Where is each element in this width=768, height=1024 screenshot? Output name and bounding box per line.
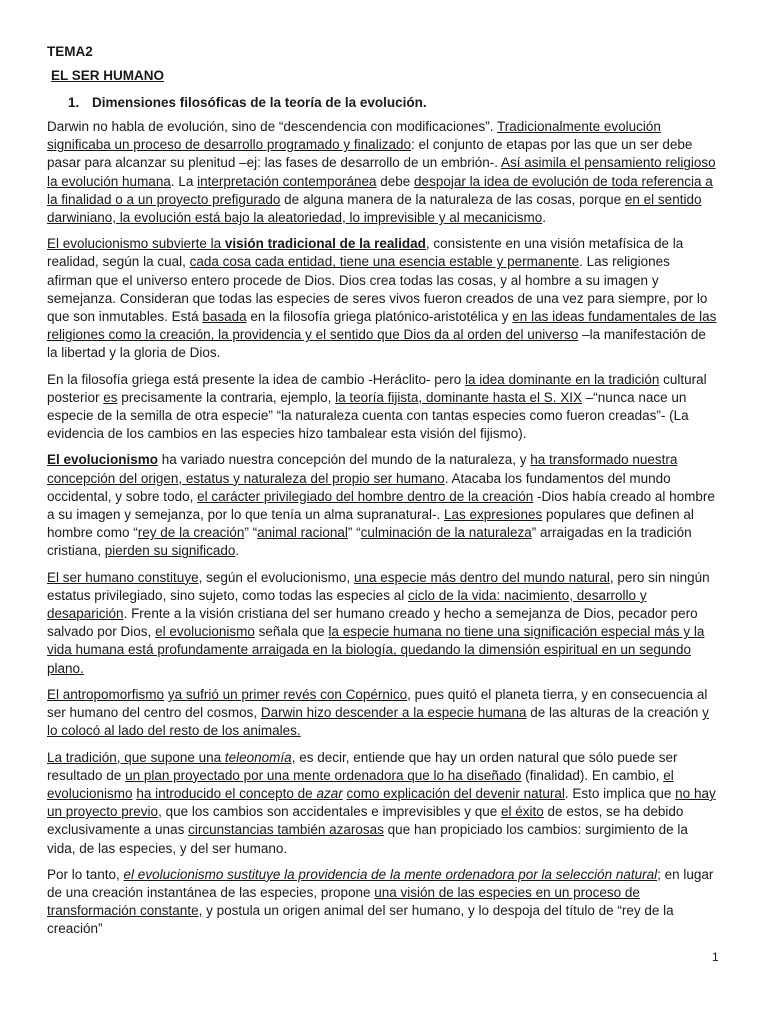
text-run: ha introducido el concepto de xyxy=(136,785,317,801)
text-run: visión tradicional de la realidad xyxy=(224,236,426,252)
text-run: . xyxy=(542,210,547,226)
text-run: El evolucionismo subvierte la xyxy=(47,236,225,252)
text-run: , según el evolucionismo, xyxy=(198,569,354,585)
text-run: en las ideas fundamentales de las religiones como la creación, la providencia y el sentido que Dios da al orden del universo xyxy=(47,309,717,343)
text-run: y postula un origen animal del ser humano, y lo despoja del título de “rey de la creación” xyxy=(47,903,674,937)
text-run: El ser humano constituye xyxy=(47,569,199,585)
text-run: La tradición, que supone una xyxy=(47,749,225,765)
topic-heading: TEMA2 xyxy=(47,44,93,59)
text-run: –la manifestación de la libertad y la gloria de Dios. xyxy=(47,327,706,361)
text-run: de las alturas de la creación xyxy=(526,705,703,721)
text-run: el éxito xyxy=(501,804,544,820)
text-run: En la filosofía griega está presente la idea de cambio -Heráclito- pero xyxy=(47,371,465,387)
paragraph xyxy=(47,118,717,227)
text-run: ciclo de la vida: nacimiento, desarrollo y desaparición xyxy=(47,587,647,622)
text-run: Darwin no habla de evolución, sino de “descendencia con modificaciones”. xyxy=(47,119,498,134)
text-run: la idea dominante en la tradición xyxy=(464,371,660,387)
text-run: ha transformado nuestra concepción del origen, estatus y naturaleza del propio ser humano xyxy=(47,452,678,486)
section-heading xyxy=(68,95,427,110)
text-run: rey de la creación xyxy=(137,525,245,541)
text-run: , consistente en una visión metafísica de la realidad, según la cual, xyxy=(47,236,684,270)
chapter-heading: EL SER HUMANO xyxy=(51,68,165,83)
text-run: –“nunca nace un especie de la semilla de otra especie” “la naturaleza cuenta con tantas especies como fueron creadas”- (La evidencia de los cambios en las especies hizo tambalear esta visión del fijismo). xyxy=(47,389,689,442)
page-number: 1 xyxy=(712,950,719,964)
text-run: . Las religiones afirman que el universo entero procede de Dios. Dios crea todas las cosas, y al hombre a su imagen y semejanza. Consideran que todas las especies de seres vivos fueron creados de una vez para siempre, por lo que son inmutables. Está xyxy=(47,254,708,325)
text-run: en el sentido darwiniano, la evolución está bajo la aleatoriedad, lo imprevisible y al mecanicismo xyxy=(47,191,702,226)
text-run: Darwin hizo descender a la especie humana xyxy=(260,705,527,721)
text-run: Así asimila el pensamiento religioso la evolución humana xyxy=(47,155,716,189)
text-run: teleonomía xyxy=(224,749,292,765)
text-run: Las expresiones xyxy=(443,507,543,523)
text-run: despojar la idea de evolución de toda referencia a la finalidad o a un proyecto prefigurado xyxy=(47,173,713,207)
text-run: , pero sin ningún estatus privilegiado, sino sujeto, como todas las especies al xyxy=(47,569,710,603)
text-run: -Dios había creado al hombre a su imagen y semejanza, por lo que tenía un alma supranatural-. xyxy=(47,488,715,523)
text-run: la especie humana no tiene una significación especial más y la vida humana está profundamente arraigada en la biología, quedando la dimensión espiritual en un segundo plano. xyxy=(47,624,705,676)
text-run: ya sufrió un primer revés con Copérnico xyxy=(167,686,408,702)
text-run: animal racional xyxy=(257,525,348,541)
text-run: de alguna manera de la naturaleza de las cosas, porque xyxy=(280,191,625,207)
text-run: El antropomorfismo xyxy=(47,686,165,702)
paragraph xyxy=(47,569,717,678)
text-run: el evolucionismo xyxy=(155,624,255,640)
text-run: , que los cambios son accidentales e imprevisibles y que xyxy=(158,804,502,820)
text-run: . xyxy=(235,543,240,559)
text-run: ha variado nuestra concepción del mundo de la naturaleza, y xyxy=(158,452,531,468)
text-run: basada xyxy=(202,309,247,325)
text-run: El evolucionismo xyxy=(47,452,159,468)
text-run: pierden su significado xyxy=(104,543,236,559)
section-number: 1. xyxy=(68,95,80,110)
text-run: cultural posterior xyxy=(47,371,707,405)
text-run: populares que definen al hombre como “ xyxy=(47,507,694,541)
document-body xyxy=(47,118,717,947)
text-run: de estos, se ha debido exclusivamente a unas xyxy=(47,804,684,838)
text-run: . La xyxy=(170,173,198,189)
text-run: el carácter privilegiado del hombre dentro de la creación xyxy=(197,488,534,504)
text-run: , pues quitó el planeta tierra, y en consecuencia al ser humano del centro del cosmos, xyxy=(47,686,708,721)
text-run: Por lo tanto, xyxy=(47,866,124,882)
text-run: (finalidad). En cambio, xyxy=(521,767,664,783)
text-run: cada cosa cada entidad, tiene una esencia estable y permanente xyxy=(189,254,580,270)
paragraph xyxy=(47,866,717,939)
text-run: : el conjunto de etapas por las que un ser debe pasar para alcanzar su plenitud –ej: las fases de desarrollo de un embrión-. xyxy=(47,137,693,171)
paragraph xyxy=(47,686,717,741)
text-run: Tradicionalmente evolución significaba un proceso de desarrollo programado y finalizado xyxy=(47,119,661,153)
text-run: el evolucionismo sustituye la providencia de la mente ordenadora por la selección natural xyxy=(123,866,658,882)
paragraph xyxy=(47,451,717,560)
text-run: una visión de las especies en un proceso de transformación constante, xyxy=(47,884,640,919)
text-run: señala que xyxy=(254,624,329,640)
text-run: culminación de la naturaleza xyxy=(360,525,532,541)
text-run: precisamente la contraria, ejemplo, xyxy=(117,389,336,405)
paragraph xyxy=(47,371,717,444)
text-run: debe xyxy=(376,173,415,189)
text-run: la teoría fijista, dominante hasta el S. XIX xyxy=(335,389,583,405)
text-run: en la filosofía griega platónico-aristotélica y xyxy=(246,309,513,325)
paragraph xyxy=(47,749,717,858)
paragraph xyxy=(47,235,717,362)
text-run: ” “ xyxy=(244,525,258,541)
text-run: . Esto implica que xyxy=(564,785,676,801)
text-run: que han propiciado los cambios: surgimiento de la vida, de las especies, y del ser humano. xyxy=(47,822,688,856)
text-run: . Atacaba los fundamentos del mundo occidental, y sobre todo, xyxy=(47,470,671,504)
text-run: circunstancias también azarosas xyxy=(188,822,384,838)
text-run: una especie más dentro del mundo natural xyxy=(353,569,610,585)
text-run: un plan proyectado por una mente ordenadora que lo ha diseñado xyxy=(125,767,522,783)
text-run: el evolucionismo xyxy=(47,767,674,801)
text-run: no hay un proyecto previo xyxy=(47,785,716,820)
text-run: y lo colocó al lado del resto de los animales. xyxy=(47,705,709,739)
text-run: . Frente a la visión cristiana del ser humano creado y hecho a semejanza de Dios, pecador pero salvado por Dios, xyxy=(47,606,698,640)
text-run: ” arraigadas en la tradición cristiana, xyxy=(47,525,692,559)
text-run: ; en lugar de una creación instantánea de las especies, propone xyxy=(47,866,714,900)
text-run: es xyxy=(103,389,118,405)
text-run: , es decir, entiende que hay un orden natural que sólo puede ser resultado de xyxy=(47,749,678,783)
text-run: como explicación del devenir natural xyxy=(346,785,565,801)
text-run: interpretación contemporánea xyxy=(197,173,377,189)
section-title: Dimensiones filosóficas de la teoría de la evolución. xyxy=(92,95,427,110)
text-run: ” “ xyxy=(347,525,361,541)
text-run: azar xyxy=(316,785,343,801)
